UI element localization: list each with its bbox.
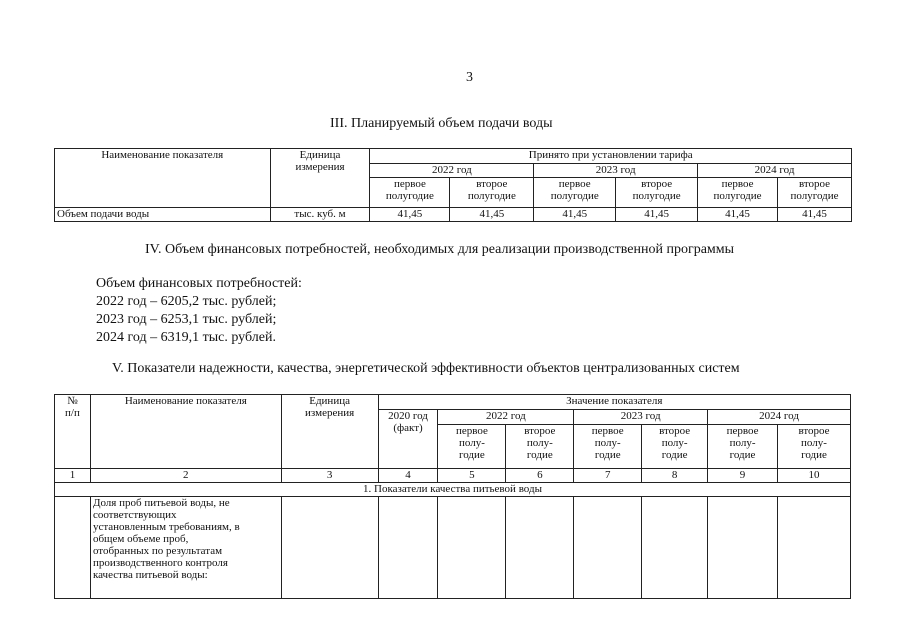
row-number [55,497,91,599]
header-half-first: первое полу- годие [438,425,506,469]
water-supply-table [54,148,852,222]
reliability-indicators-table [54,394,851,599]
header-year-2023: 2023 год [574,410,708,425]
header-half-second: второе полу- годие [642,425,708,469]
row-name: Объем подачи воды [55,208,271,222]
column-number: 5 [438,469,506,483]
financial-needs-2022: 2022 год – 6205,2 тыс. рублей; [96,294,277,309]
table-row [55,497,851,599]
section-4-title: IV. Объем финансовых потребностей, необходимых для реализации производственной программы [145,242,735,257]
header-indicator-name: Наименование показателя [55,149,271,208]
subsection-heading: 1. Показатели качества питьевой воды [55,483,851,497]
column-number: 7 [574,469,642,483]
row-unit [281,497,378,599]
header-year-2024: 2024 год [708,410,851,425]
column-number: 4 [378,469,438,483]
header-half-first: первое полу- годие [574,425,642,469]
header-year-2024: 2024 год [698,164,852,178]
row-value: 41,45 [616,208,698,222]
row-value [438,497,506,599]
header-indicator-name: Наименование показателя [90,395,281,469]
page-number: 3 [466,70,473,85]
column-number: 8 [642,469,708,483]
row-value [506,497,574,599]
header-half-second: второе полугодие [778,178,852,208]
row-name: Доля проб питьевой воды, не соответствующих установленным требованиям, в общем объеме проб, отобранных по результатам производственного контроля качества питьевой воды: [90,497,281,599]
financial-needs-2023: 2023 год – 6253,1 тыс. рублей; [96,312,277,327]
financial-needs-2024: 2024 год – 6319,1 тыс. рублей. [96,330,276,345]
financial-needs-heading: Объем финансовых потребностей: [96,276,302,291]
table-row [55,208,852,222]
header-year-2022: 2022 год [370,164,534,178]
row-value: 41,45 [778,208,852,222]
column-number: 9 [708,469,778,483]
row-value: 41,45 [698,208,778,222]
section-5-title: V. Показатели надежности, качества, энергетической эффективности объектов централизованных систем [112,361,740,376]
header-value-group: Значение показателя [378,395,850,410]
header-year-2023: 2023 год [534,164,698,178]
column-number: 10 [778,469,851,483]
header-half-second: второе полу- годие [506,425,574,469]
row-value [642,497,708,599]
row-value [574,497,642,599]
row-value [378,497,438,599]
header-half-second: второе полу- годие [778,425,851,469]
row-value: 41,45 [450,208,534,222]
row-value: 41,45 [370,208,450,222]
header-year-2020: 2020 год (факт) [378,410,438,469]
column-number: 1 [55,469,91,483]
header-half-second: второе полугодие [450,178,534,208]
column-number: 2 [90,469,281,483]
header-half-first: первое полу- годие [708,425,778,469]
header-half-first: первое полугодие [534,178,616,208]
header-half-second: второе полугодие [616,178,698,208]
header-number: № п/п [55,395,91,469]
header-unit: Единица измерения [281,395,378,469]
row-value [778,497,851,599]
header-half-first: первое полугодие [370,178,450,208]
financial-needs-block [96,275,302,347]
section-3-title: III. Планируемый объем подачи воды [330,116,553,131]
header-tariff-group: Принято при установлении тарифа [370,149,852,164]
row-value [708,497,778,599]
row-value: 41,45 [534,208,616,222]
header-year-2022: 2022 год [438,410,574,425]
row-unit: тыс. куб. м [270,208,370,222]
header-half-first: первое полугодие [698,178,778,208]
header-unit: Единица измерения [270,149,370,208]
column-number-row [55,469,851,483]
column-number: 6 [506,469,574,483]
column-number: 3 [281,469,378,483]
